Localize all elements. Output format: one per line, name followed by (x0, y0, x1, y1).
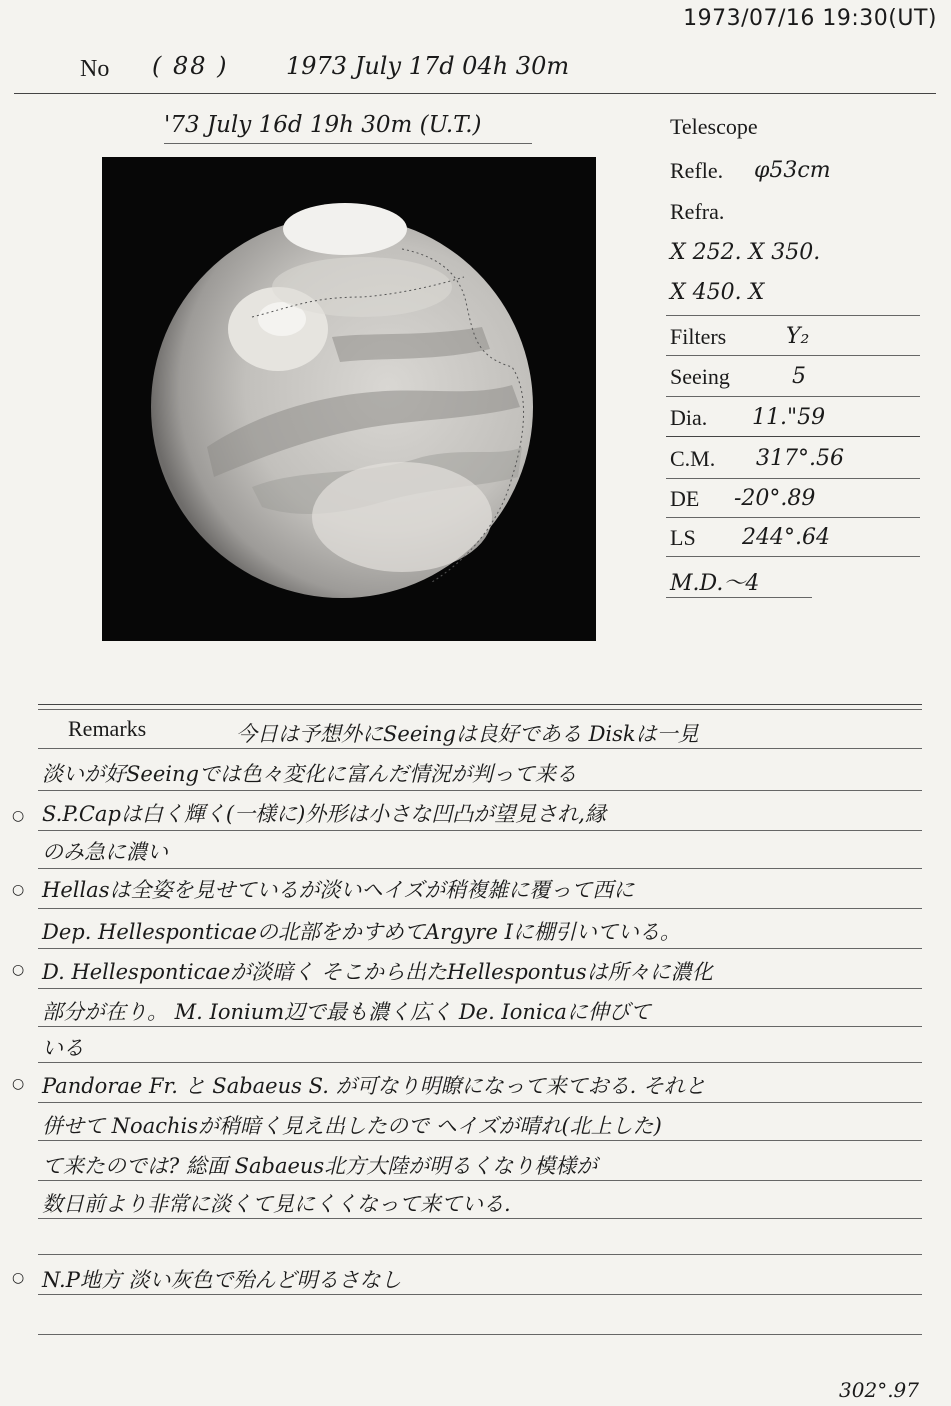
declination-value: -20°.89 (734, 486, 816, 511)
record-number: ( 88 ) (152, 52, 229, 80)
remarks-top-rule (38, 704, 922, 705)
remark-rule (38, 1334, 922, 1335)
diameter-value: 11."59 (752, 405, 826, 430)
remark-line: 部分が在り。 M. Ionium辺で最も濃く広く De. Ionicaに伸びて (42, 1000, 651, 1024)
remark-rule (38, 830, 922, 831)
remark-line: 今日は予想外にSeeingは良好である Diskは一見 (236, 722, 699, 746)
mars-sketch (102, 157, 596, 641)
remark-rule (38, 790, 922, 791)
declination-label: DE (670, 486, 700, 511)
remark-line: 併せて Noachisが稍暗く見え出したので ヘイズが晴れ(北上した) (42, 1114, 662, 1138)
reflector-label: Refle. (670, 158, 724, 183)
magnification-row-2: X 450. X (670, 280, 765, 305)
martian-day-note: M.D.〜4 (670, 571, 760, 596)
remark-line: Dep. Hellesponticaeの北部をかすめてArgyre Iに棚引いている。 (42, 920, 681, 944)
panel-divider (666, 556, 920, 557)
panel-divider (666, 315, 920, 316)
remarks-top-rule (38, 709, 922, 710)
header-rule (14, 93, 936, 94)
bullet-icon: ○ (12, 1076, 25, 1092)
timestamp-stamp: 1973/07/16 19:30(UT) (683, 6, 937, 31)
remark-line: のみ急に濃い (42, 840, 168, 864)
solar-longitude-label: LS (670, 525, 696, 550)
remark-line: 淡いが好Seeingでは色々変化に富んだ情況が判って来る (42, 762, 577, 786)
remark-line: いる (42, 1036, 84, 1060)
panel-divider (666, 355, 920, 356)
panel-divider (666, 597, 812, 598)
remark-line: N.P地方 淡い灰色で殆んど明るさなし (42, 1268, 402, 1292)
bullet-icon: ○ (12, 882, 25, 898)
remark-line: 数日前より非常に淡くて見にくくなって来ている. (42, 1192, 511, 1216)
telescope-title: Telescope (670, 114, 758, 139)
solar-longitude-value: 244°.64 (742, 525, 830, 550)
observation-date-local: 1973 July 17d 04h 30m (286, 52, 570, 80)
remark-rule (38, 1218, 922, 1219)
bullet-icon: ○ (12, 808, 25, 824)
subdate-underline (164, 143, 532, 144)
record-number-label: No (80, 56, 110, 82)
remark-rule (38, 908, 922, 909)
remark-rule (38, 948, 922, 949)
remark-rule (38, 1294, 922, 1295)
mars-disk-drawing (102, 157, 596, 641)
remark-rule (38, 1026, 922, 1027)
remarks-label: Remarks (68, 716, 147, 741)
observation-date-ut: '73 July 16d 19h 30m (U.T.) (164, 112, 482, 138)
remark-rule (38, 988, 922, 989)
bullet-icon: ○ (12, 962, 25, 978)
central-meridian-value: 317°.56 (756, 446, 844, 471)
reflector-aperture: φ53cm (754, 158, 831, 183)
footer-longitude: 302°.97 (839, 1378, 919, 1402)
remark-line: D. Hellesponticaeが淡暗く そこから出たHellespontusは所々に濃化 (42, 960, 713, 984)
filters-label: Filters (670, 324, 727, 349)
remark-line: Hellasは全姿を見せているが淡いヘイズが稍複雑に覆って西に (42, 878, 635, 902)
seeing-value: 5 (792, 364, 806, 389)
remark-rule (38, 1140, 922, 1141)
diameter-label: Dia. (670, 405, 708, 430)
remark-line: S.P.Capは白く輝く(一様に)外形は小さな凹凸が望見され,縁 (42, 802, 606, 826)
remark-rule (38, 868, 922, 869)
remark-rule (38, 1062, 922, 1063)
panel-divider (666, 436, 920, 437)
magnification-row-1: X 252. X 350. (670, 240, 821, 265)
seeing-label: Seeing (670, 364, 730, 389)
remark-line: て来たのでは? 総面 Sabaeus北方大陸が明るくなり模様が (42, 1154, 598, 1178)
filters-value: Y₂ (786, 324, 810, 349)
polar-cap (283, 203, 407, 255)
remark-rule (38, 1102, 922, 1103)
central-meridian-label: C.M. (670, 446, 716, 471)
remark-rule (38, 748, 922, 749)
panel-divider (666, 478, 920, 479)
remark-rule (38, 1254, 922, 1255)
refractor-label: Refra. (670, 199, 725, 224)
remark-line: Pandorae Fr. と Sabaeus S. が可なり明瞭になって来ておる. それと (42, 1074, 706, 1098)
panel-divider (666, 396, 920, 397)
remark-rule (38, 1180, 922, 1181)
panel-divider (666, 517, 920, 518)
bullet-icon: ○ (12, 1270, 25, 1286)
